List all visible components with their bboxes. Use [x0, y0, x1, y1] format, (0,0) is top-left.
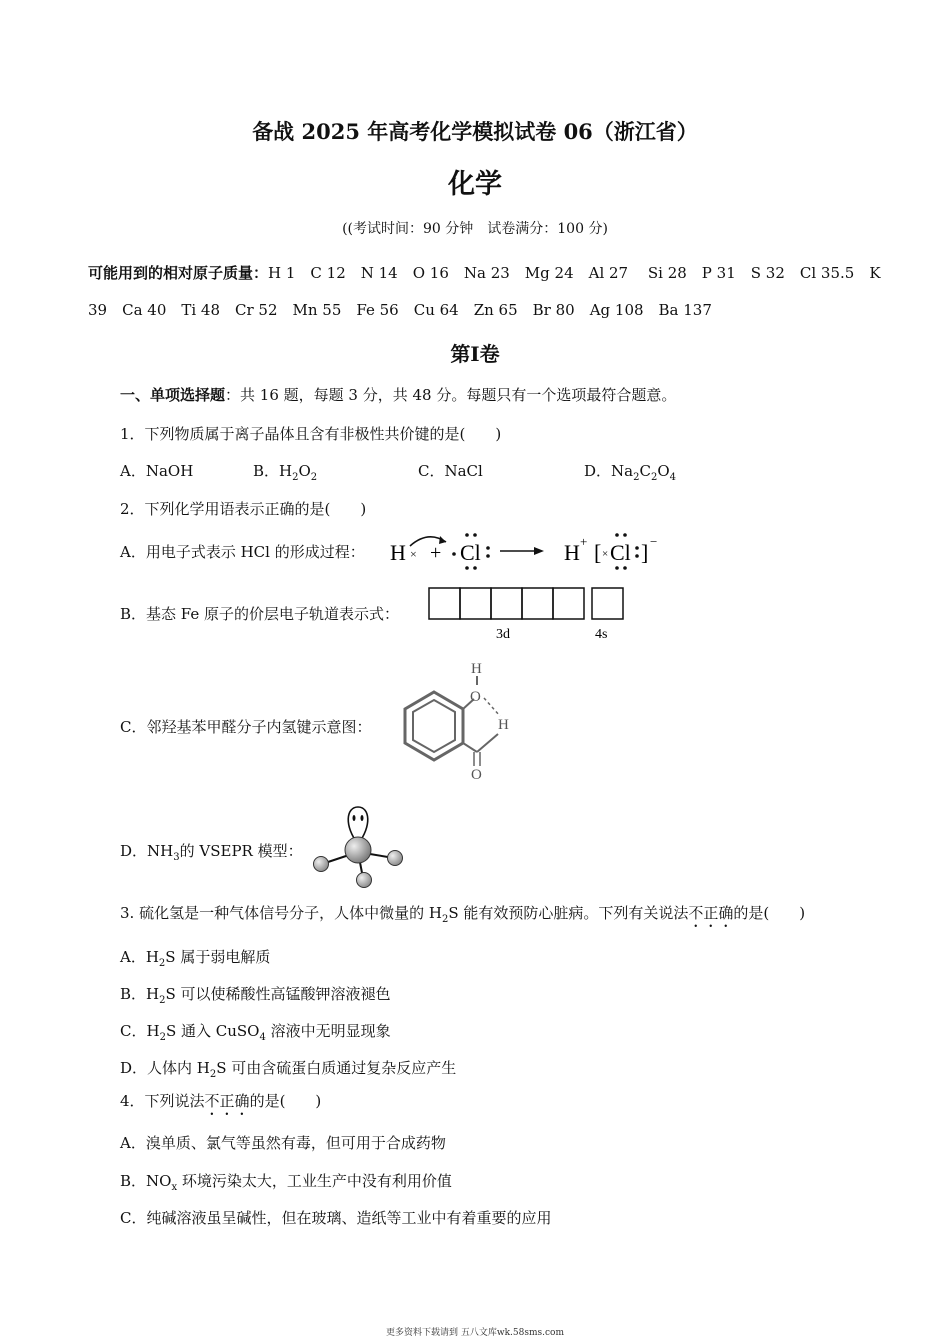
lewis-shared-electron: ×: [602, 548, 609, 560]
cl-electron: [465, 566, 469, 570]
lewis-plus-sign: +: [430, 542, 442, 564]
part-one-label: 一、单项选择题: [120, 386, 226, 404]
cl-electron-left: [452, 552, 456, 556]
subject-title: 化学: [448, 169, 502, 200]
exam-info: ((考试时间：90 分钟 试卷满分：100 分): [342, 221, 608, 237]
part-one-header: [120, 384, 676, 405]
lewis-h-ion-charge: +: [580, 534, 588, 549]
lewis-bracket-left: [: [594, 540, 602, 565]
q2-option-d: D．$NH_3$的 VSEPR 模型：: [120, 842, 303, 863]
q3-option-c: C．$H_2S$ 通入 CuSO$_4$ 溶液中无明显现象: [120, 1022, 391, 1043]
lewis-h-atom: H: [390, 540, 406, 565]
orbital-4s-box: [592, 588, 623, 619]
footer-note: 更多资料下载请到 五八文库wk.58sms.com: [386, 1328, 564, 1338]
lone-pair-electron: [361, 815, 364, 821]
cl-electron: [473, 566, 477, 570]
h-atom-ball: [388, 851, 403, 866]
cl-electron: [465, 533, 469, 537]
n-atom-ball: [345, 837, 371, 863]
atom-o-top: O: [470, 689, 481, 705]
cl-ion-electron: [623, 533, 627, 537]
lewis-cl-ion: Cl: [610, 540, 631, 565]
q2-option-b: B．基态 Fe 原子的价层电子轨道表示式：: [120, 605, 400, 623]
lewis-h-ion: H: [564, 540, 580, 565]
q3-emphasis: 不正确: [688, 904, 734, 922]
lewis-bracket-right: ]: [641, 540, 649, 565]
orbital-3d-box: [553, 588, 584, 619]
cl-electron: [486, 554, 490, 558]
question-2-stem: 2．下列化学用语表示正确的是( ): [120, 500, 367, 518]
q1-option-b: B．$H_2O_2$: [253, 462, 318, 483]
section-title: 第Ⅰ卷: [450, 342, 500, 366]
lewis-cl-ion-charge: −: [650, 534, 658, 549]
lewis-h-electron: ×: [410, 547, 417, 561]
orbital-3d-box: [491, 588, 522, 619]
atomic-mass-line1: [88, 262, 881, 283]
cl-electron: [473, 533, 477, 537]
q1-option-a: A．NaOH: [120, 462, 194, 480]
bond-c-h: [477, 734, 498, 752]
q3-option-a: A．$H_2S$ 属于弱电解质: [120, 948, 271, 969]
reaction-arrowhead: [534, 547, 544, 555]
benzene-inner-ring: [413, 700, 455, 752]
orbital-3d-box: [522, 588, 553, 619]
question-4-stem: 4．下列说法不正确的是( ): [120, 1092, 322, 1110]
cl-ion-electron: [615, 533, 619, 537]
atom-o-bottom: O: [471, 767, 482, 783]
orbital-3d-box: [429, 588, 460, 619]
q3-option-d: D．人体内 $H_2S$ 可由含硫蛋白质通过复杂反应产生: [120, 1059, 457, 1080]
atomic-mass-line2: 39 Ca 40 Ti 48 Cr 52 Mn 55 Fe 56 Cu 64 Zn 65 Br 80 Ag 108 Ba 137: [88, 301, 712, 319]
q3-option-b: B．$H_2S$ 可以使稀酸性高锰酸钾溶液褪色: [120, 985, 391, 1006]
q4-emphasis: 不正确: [204, 1092, 250, 1110]
atomic-mass-label: 可能用到的相对原子质量：: [88, 264, 269, 282]
q4-option-a: A．溴单质、氯气等虽然有毒，但可用于合成药物: [120, 1134, 446, 1152]
cl-ion-electron: [635, 546, 639, 550]
question-1-stem: 1．下列物质属于离子晶体且含有非极性共价键的是( ): [120, 425, 502, 443]
question-3-stem: 3. 硫化氢是一种气体信号分子，人体中微量的 $H_2S$ 能有效预防心脏病。下列有关说法不正确的是( ): [120, 904, 806, 925]
atomic-mass-values-1: H 1 C 12 N 14 O 16 Na 23 Mg 24 Al 27 Si 28 P 31 S 32 Cl 35.5 K: [268, 264, 881, 282]
orbital-3d-label: 3d: [496, 627, 510, 642]
salicylaldehyde-structure-diagram: [392, 654, 532, 784]
lewis-cl-atom: Cl: [460, 540, 481, 565]
nh3-formula: $NH_3$: [147, 842, 180, 863]
nh3-vsepr-model: [308, 804, 408, 890]
cl-ion-electron: [615, 566, 619, 570]
fe-orbital-diagram: [428, 586, 628, 644]
cl-ion-electron: [635, 554, 639, 558]
q2-option-c: C．邻羟基苯甲醛分子内氢键示意图：: [120, 718, 372, 736]
atom-h-top: H: [471, 661, 482, 677]
h-atom-ball: [357, 873, 372, 888]
h-atom-ball: [314, 857, 329, 872]
lone-pair-electron: [353, 815, 356, 821]
bond-ring-cho: [463, 743, 477, 752]
cl-ion-electron: [623, 566, 627, 570]
orbital-3d-box: [460, 588, 491, 619]
q4-option-c: C．纯碱溶液虽呈碱性，但在玻璃、造纸等工业中有着重要的应用: [120, 1209, 552, 1227]
part-one-desc: ：共 16 题，每题 3 分，共 48 分。每题只有一个选项最符合题意。: [225, 386, 677, 404]
atom-h-right: H: [498, 717, 509, 733]
q1-option-d: D．$Na_2C_2O_4$: [584, 462, 677, 483]
orbital-4s-label: 4s: [595, 627, 608, 642]
q2-option-a: A．用电子式表示 HCl 的形成过程：: [120, 543, 365, 561]
cl-electron: [486, 546, 490, 550]
q1-option-c: C．NaCl: [418, 462, 483, 480]
q4-option-b: B．$NO_x$ 环境污染太大，工业生产中没有利用价值: [120, 1172, 452, 1193]
hcl-lewis-formation-diagram: [388, 528, 678, 576]
hydrogen-bond-dashed: [484, 698, 500, 716]
exam-title: 备战 2025 年高考化学模拟试卷 06（浙江省）: [252, 119, 698, 144]
